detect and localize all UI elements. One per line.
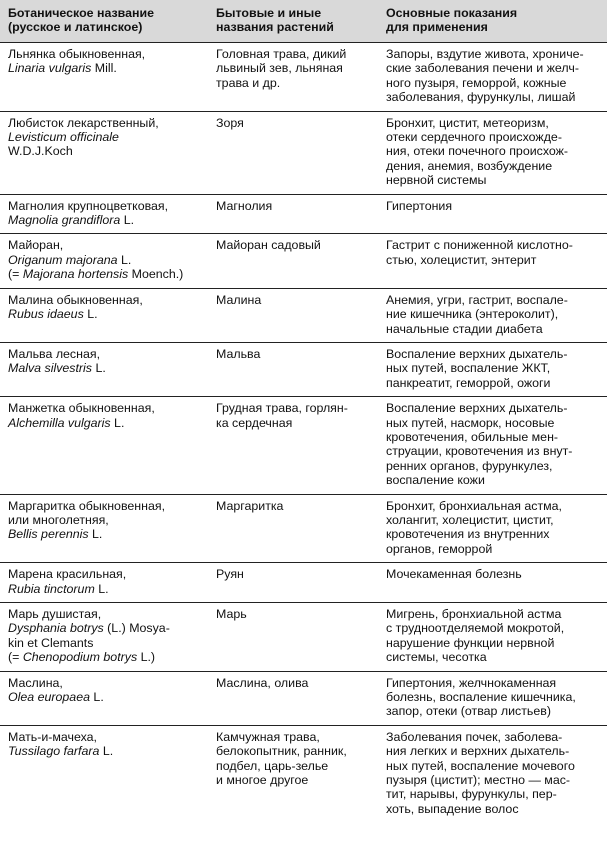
botanical-name-line (8, 730, 200, 744)
name-text: Марена красильная, (8, 567, 127, 582)
name-text: L. (94, 581, 109, 596)
botanical-name-line (8, 636, 200, 650)
name-text: Марь душистая, (8, 607, 102, 621)
indication-line: Воспаление верхних дыхатель- (386, 346, 568, 361)
botanical-name-line (8, 267, 200, 281)
botanical-name-cell (0, 397, 208, 494)
table-row (0, 111, 607, 194)
name-text: L. (120, 213, 135, 228)
botanical-name-cell (0, 288, 208, 342)
indication-line: кровотечения, обильные мен- (386, 429, 559, 444)
indications-cell (378, 111, 607, 194)
botanical-name-cell (0, 43, 208, 112)
indications-cell (378, 43, 607, 112)
indication-line: Гипертония, желчнокаменная (386, 675, 557, 690)
indication-line: Гастрит с пониженной кислотно- (386, 238, 573, 253)
indications-cell (378, 288, 607, 342)
common-name-line: ка сердечная (216, 415, 293, 430)
indication-line: струации, кровотечения из внут- (386, 444, 573, 459)
botanical-name-cell (0, 603, 208, 672)
name-text: Маргаритка обыкновенная, (8, 498, 166, 513)
indication-line: заболевания, фурункулы, лишай (386, 90, 576, 105)
common-name-line: Марь (216, 607, 247, 621)
indication-line: начальные стадии диабета (386, 321, 543, 336)
header-line: Ботаническое название (8, 6, 155, 20)
indication-line: воспаление кожи (386, 473, 485, 488)
header-row (0, 0, 607, 43)
common-name-line: Мальва (216, 346, 261, 361)
latin-name: Bellis perennis (8, 527, 89, 542)
latin-name: Majorana hortensis (22, 267, 129, 282)
indications-cell (378, 563, 607, 603)
botanical-name-line (8, 527, 200, 541)
indication-line: дения, анемия, возбуждение (386, 158, 553, 173)
botanical-name-line (8, 253, 200, 267)
common-names-cell (208, 725, 378, 822)
common-name-line: львиный зев, льняная (216, 61, 343, 76)
botanical-name-cell (0, 342, 208, 396)
name-text: или многолетняя, (8, 512, 109, 527)
header-indications (378, 0, 607, 43)
common-name-line: Грудная трава, горлян- (216, 401, 348, 416)
botanical-name-cell (0, 194, 208, 234)
latin-name: Linaria vulgaris (8, 61, 92, 76)
indication-line: запор, отеки (отвар листьев) (386, 704, 551, 719)
botanical-name-line (8, 61, 200, 75)
common-name-line: Камчужная трава, (216, 729, 320, 744)
indication-line: пузыря (цистит); местно — мас- (386, 773, 571, 788)
indication-line: ных путей, насморк, носовые (386, 415, 555, 430)
name-text: L. (88, 527, 103, 542)
name-text: Магнолия крупноцветковая, (8, 198, 169, 213)
table-row (0, 234, 607, 288)
name-text: Мать-и-мачеха, (8, 729, 97, 744)
indication-line: Запоры, вздутие живота, хрониче- (386, 47, 584, 61)
indication-line: ренних органов, фурункулез, (386, 458, 553, 473)
botanical-name-line (8, 213, 200, 227)
botanical-name-line (8, 293, 200, 307)
indication-line: кровотечения из внутренних (386, 527, 550, 542)
botanical-name-line (8, 130, 200, 144)
indications-cell (378, 603, 607, 672)
table-row (0, 725, 607, 822)
indication-line: ния легких и верхних дыхатель- (386, 744, 570, 759)
latin-name: Levisticum officinale (8, 130, 119, 145)
table-row (0, 603, 607, 672)
name-text: Moench.) (128, 267, 184, 282)
table-row (0, 288, 607, 342)
name-text: (= (8, 650, 23, 665)
common-name-line: трава и др. (216, 75, 281, 90)
indication-line: Воспаление верхних дыхатель- (386, 401, 568, 416)
botanical-name-line (8, 650, 200, 664)
indication-line: хоть, выпадение волос (386, 801, 519, 816)
indication-line: Гипертония (386, 198, 453, 213)
indication-line: с трудноотделяемой мокротой, (386, 621, 565, 636)
indication-line: Анемия, угри, гастрит, воспале- (386, 292, 568, 307)
indication-line: холангит, холецистит, цистит, (386, 512, 554, 527)
common-names-cell (208, 194, 378, 234)
indications-cell (378, 194, 607, 234)
latin-name: Tussilago farfara (8, 744, 100, 759)
latin-name: Alchemilla vulgaris (8, 415, 111, 430)
name-text: Mill. (91, 61, 117, 76)
common-names-cell (208, 494, 378, 563)
indication-line: нервной системы (386, 173, 487, 188)
indications-cell (378, 671, 607, 725)
indication-line: Заболевания почек, заболева- (386, 729, 563, 744)
botanical-name-line (8, 499, 200, 513)
indication-line: Бронхит, цистит, метеоризм, (386, 115, 549, 130)
table-row (0, 494, 607, 563)
table-row (0, 397, 607, 494)
common-name-line: Магнолия (216, 198, 273, 213)
botanical-name-cell (0, 111, 208, 194)
common-name-line: белокопытник, ранник, (216, 744, 347, 759)
name-text: L. (99, 744, 114, 759)
indication-line: ных путей, воспаление мочевого (386, 758, 575, 773)
name-text: Любисток лекарственный, (8, 115, 159, 130)
table-row (0, 194, 607, 234)
name-text: L. (89, 690, 104, 705)
common-names-cell (208, 111, 378, 194)
common-name-line: подбел, царь-зелье (216, 758, 329, 773)
botanical-name-line (8, 116, 200, 130)
indication-line: системы, чесотка (386, 650, 487, 665)
botanical-name-cell (0, 234, 208, 288)
header-line: (русское и латинское) (8, 20, 143, 35)
botanical-name-line (8, 567, 200, 581)
botanical-name-line (8, 47, 200, 61)
name-text: L. (110, 415, 125, 430)
indication-line: тит, нарывы, фурункулы, пер- (386, 787, 557, 802)
common-name-line: Зоря (216, 115, 244, 130)
common-names-cell (208, 603, 378, 672)
name-text: Мальва лесная, (8, 346, 101, 361)
botanical-name-line (8, 144, 200, 158)
common-names-cell (208, 234, 378, 288)
header-line: Основные показания (386, 6, 518, 20)
botanical-name-line (8, 416, 200, 430)
botanical-name-line (8, 744, 200, 758)
botanical-name-line (8, 199, 200, 213)
indication-line: ние кишечника (энтероколит), (386, 307, 559, 322)
header-line: названия растений (216, 20, 334, 35)
indication-line: стью, холецистит, энтерит (386, 252, 537, 267)
common-names-cell (208, 288, 378, 342)
common-name-line: Маслина, олива (216, 675, 309, 690)
table-row (0, 43, 607, 112)
table-header (0, 0, 607, 43)
indication-line: болезнь, воспаление кишечника, (386, 690, 576, 705)
header-line: Бытовые и иные (216, 6, 322, 20)
indication-line: Мигрень, бронхиальной астма (386, 607, 562, 621)
common-names-cell (208, 43, 378, 112)
name-text: Льнянка обыкновенная, (8, 47, 146, 61)
common-names-cell (208, 342, 378, 396)
header-common-names (208, 0, 378, 43)
botanical-name-line (8, 676, 200, 690)
latin-name: Malva silvestris (8, 361, 92, 376)
botanical-name-line (8, 582, 200, 596)
indication-line: панкреатит, геморрой, ожоги (386, 375, 551, 390)
indication-line: ного пузыря, геморрой, кожные (386, 75, 567, 90)
botanical-name-cell (0, 563, 208, 603)
name-text: Маслина, (8, 675, 63, 690)
name-text: Малина обыкновенная, (8, 292, 143, 307)
botanical-name-line (8, 513, 200, 527)
common-name-line: Малина (216, 292, 262, 307)
name-text: Майоран, (8, 238, 64, 253)
latin-name: Origanum majorana (8, 252, 118, 267)
common-name-line: Руян (216, 567, 244, 582)
table-row (0, 671, 607, 725)
common-name-line: и многое другое (216, 773, 309, 788)
indications-cell (378, 725, 607, 822)
indication-line: органов, геморрой (386, 541, 493, 556)
indications-cell (378, 342, 607, 396)
header-line: для применения (386, 20, 488, 35)
indication-line: нарушение функции нервной (386, 635, 555, 650)
name-text: L. (83, 307, 98, 322)
table-row (0, 342, 607, 396)
common-names-cell (208, 563, 378, 603)
indication-line: Мочекаменная болезнь (386, 567, 522, 582)
botanical-name-cell (0, 494, 208, 563)
table-row (0, 563, 607, 603)
indication-line: Бронхит, бронхиальная астма, (386, 498, 562, 513)
common-name-line: Майоран садовый (216, 238, 321, 253)
latin-name: Dysphania botrys (8, 621, 104, 636)
botanical-name-cell (0, 671, 208, 725)
indication-line: ния, отеки почечного происхож- (386, 144, 569, 159)
latin-name: Rubus idaeus (8, 307, 84, 322)
table-body (0, 43, 607, 823)
common-names-cell (208, 397, 378, 494)
indications-cell (378, 234, 607, 288)
latin-name: Magnolia grandiflora (8, 213, 121, 228)
indications-cell (378, 494, 607, 563)
indication-line: ские заболевания печени и желч- (386, 61, 579, 76)
header-botanical-name (0, 0, 208, 43)
name-text: L. (92, 361, 106, 376)
botanical-name-line (8, 347, 200, 361)
common-names-cell (208, 671, 378, 725)
common-name-line: Маргаритка (216, 498, 284, 513)
botanical-name-cell (0, 725, 208, 822)
name-text: W.D.J.Koch (8, 144, 73, 159)
indication-line: отеки сердечного происхожде- (386, 130, 562, 145)
botanical-name-line (8, 307, 200, 321)
name-text: L.) (137, 650, 156, 665)
indication-line: ных путей, воспаление ЖКТ, (386, 361, 551, 376)
botanical-name-line (8, 401, 200, 415)
botanical-name-line (8, 238, 200, 252)
common-name-line: Головная трава, дикий (216, 47, 347, 61)
indications-cell (378, 397, 607, 494)
botanical-name-line (8, 361, 200, 375)
botanical-name-line (8, 621, 200, 635)
name-text: L. (117, 252, 132, 267)
name-text: Манжетка обыкновенная, (8, 401, 155, 416)
botanical-name-line (8, 690, 200, 704)
name-text: (= (8, 267, 23, 282)
botanical-name-line (8, 607, 200, 621)
name-text: kin et Clemants (8, 635, 94, 650)
name-text: (L.) Mosya- (103, 621, 170, 636)
latin-name: Rubia tinctorum (8, 581, 95, 596)
latin-name: Chenopodium botrys (22, 650, 138, 665)
latin-name: Olea europaea (8, 690, 90, 705)
